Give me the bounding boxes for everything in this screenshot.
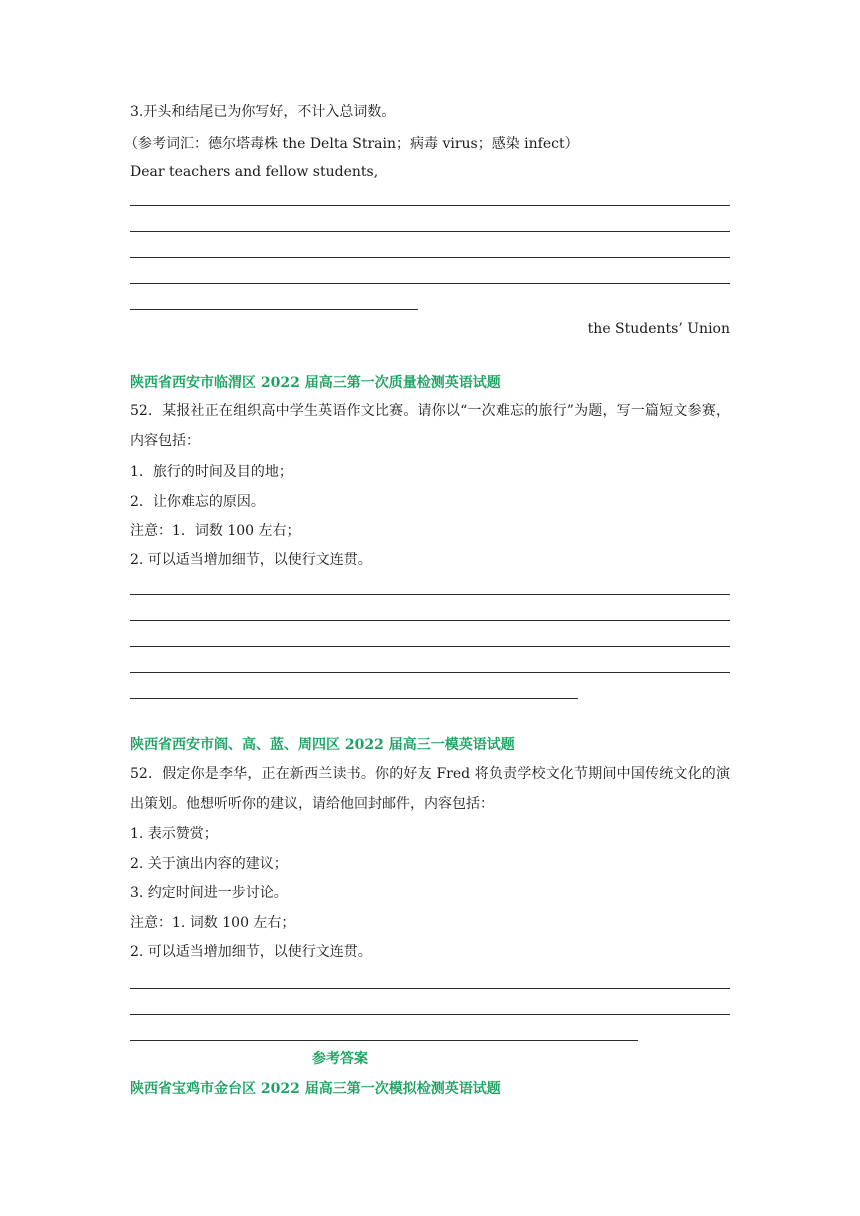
requirement-item: 1. 表示赞赏；: [130, 826, 218, 842]
attention-note: 注意：1. 词数 100 左右；: [130, 915, 296, 931]
answer-line: [130, 620, 730, 621]
answer-line: [130, 698, 578, 699]
answer-line: [130, 672, 730, 673]
answer-line: [130, 1040, 638, 1041]
requirement-item: 2. 关于演出内容的建议；: [130, 856, 288, 872]
answer-line: [130, 309, 418, 310]
answer-line: [130, 1014, 730, 1015]
letter-signature: the Students’ Union: [587, 321, 730, 337]
answer-line: [130, 594, 730, 595]
answer-line: [130, 988, 730, 989]
question-prompt: 52．假定你是李华，正在新西兰读书。你的好友 Fred 将负责学校文化节期间中国传统文化的演出策划。他想听听你的建议，请给他回封邮件，内容包括：: [130, 766, 730, 812]
answer-line: [130, 257, 730, 258]
exam-heading: 陕西省西安市阎、高、蓝、周四区 2022 届高三一模英语试题: [130, 737, 515, 753]
answer-line: [130, 646, 730, 647]
answer-line: [130, 283, 730, 284]
answer-key-title: 参考答案: [312, 1051, 368, 1067]
instruction-note-3: 3.开头和结尾已为你写好，不计入总词数。: [130, 104, 396, 120]
vocabulary-hint: （参考词汇：德尔塔毒株 the Delta Strain；病毒 virus；感染 infect）: [124, 136, 579, 152]
attention-note: 2. 可以适当增加细节，以使行文连贯。: [130, 552, 372, 568]
answer-line: [130, 205, 730, 206]
exam-heading: 陕西省宝鸡市金台区 2022 届高三第一次模拟检测英语试题: [130, 1081, 501, 1097]
exam-heading: 陕西省西安市临渭区 2022 届高三第一次质量检测英语试题: [130, 375, 501, 391]
requirement-item: 3. 约定时间进一步讨论。: [130, 885, 288, 901]
answer-line: [130, 231, 730, 232]
requirement-item: 2．让你难忘的原因。: [130, 494, 265, 510]
requirement-item: 1．旅行的时间及目的地；: [130, 464, 293, 480]
question-prompt: 52．某报社正在组织高中学生英语作文比赛。请你以“一次难忘的旅行”为题，写一篇短文参赛，内容包括：: [130, 403, 730, 449]
attention-note: 注意：1．词数 100 左右；: [130, 523, 301, 539]
letter-greeting: Dear teachers and fellow students,: [130, 164, 379, 180]
attention-note: 2. 可以适当增加细节，以使行文连贯。: [130, 944, 372, 960]
